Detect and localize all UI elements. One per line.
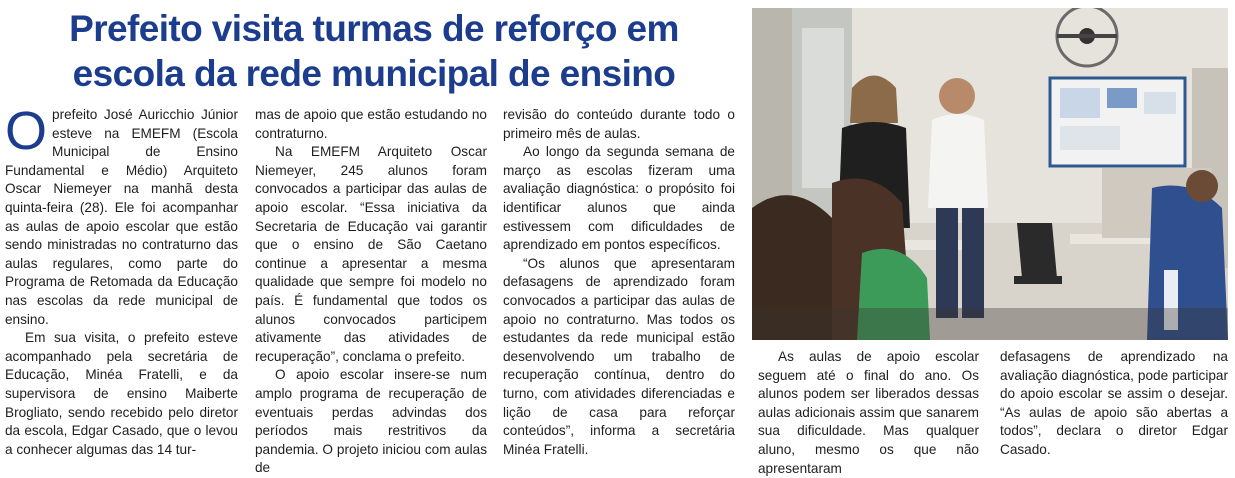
paragraph	[5, 101, 238, 329]
paragraph: Ao longo da segunda semana de março as escolas fizeram uma avaliação diagnóstica: o propósito foi identificar alunos que ainda estivessem com dificuldades de aprendizado em pontos específicos.	[503, 144, 735, 253]
headline: Prefeito visita turmas de reforço em escola da rede municipal de ensino	[69, 8, 679, 94]
paragraph: Em sua visita, o prefeito esteve acompanhado pela secretária de Educação, Minéa Fratelli, e da supervisora de ensino Maiberte Brogliato, sendo recebido pelo diretor da escola, Edgar Casado, que o levou a conhecer algumas das 14 tur-	[5, 330, 238, 457]
article-column-1	[5, 101, 238, 459]
paragraph: revisão do conteúdo durante todo o primeiro mês de aulas.	[503, 107, 735, 141]
article-column-3	[503, 106, 735, 459]
paragraph: mas de apoio que estão estudando no contraturno.	[255, 107, 487, 141]
paragraph: “Os alunos que apresentaram defasagens de aprendizado foram convocados a participar das aulas de apoio no contraturno. Mas todos os estudantes da rede municipal estão desenvolvendo um trabalho de recuperação contínua, dentro do turno, com atividades diferenciadas e lição de casa para reforçar conteúdos”, informa a secretária Minéa Fratelli.	[503, 255, 735, 457]
classroom-photo	[752, 8, 1228, 340]
article-column-2	[255, 106, 487, 478]
drop-cap: O	[5, 101, 48, 161]
paragraph-text: prefeito José Auricchio Júnior esteve na EMEFM (Escola Municipal de Ensino Fundamental e Médio) Arquiteto Oscar Niemeyer na manhã desta quinta-feira (28). Ele foi acompanhar as aulas de apoio escolar que estão sendo ministradas no contraturno das aulas regulares, como parte do Programa de Retomada da Educação nas escolas da rede municipal de ensino.	[5, 107, 238, 327]
paragraph: As aulas de apoio escolar seguem até o final do ano. Os alunos podem ser liberados dessas aulas adicionais assim que sanarem sua dificuldade. Mas qualquer aluno, mesmo os que não apresentaram	[758, 349, 979, 476]
article-column-5	[1000, 348, 1228, 460]
paragraph: defasagens de aprendizado na avaliação diagnóstica, pode participar do apoio escolar se assim o desejar. “As aulas de apoio são abertas a todos”, declara o diretor Edgar Casado.	[1000, 349, 1228, 457]
paragraph: Na EMEFM Arquiteto Oscar Niemeyer, 245 alunos foram convocados a participar das aulas de apoio escolar. “Essa iniciativa da Secretaria de Educação vai garantir que o ensino de São Caetano continue a apresentar a mesma qualidade que sempre foi modelo no país. É fundamental que todos os alunos convocados participem ativamente das atividades de recuperação”, conclama o prefeito.	[255, 144, 487, 364]
article-column-4	[758, 348, 979, 478]
paragraph: O apoio escolar insere-se num amplo programa de recuperação de eventuais perdas advindas dos períodos mais restritivos da pandemia. O projeto iniciou com aulas de	[255, 367, 487, 476]
